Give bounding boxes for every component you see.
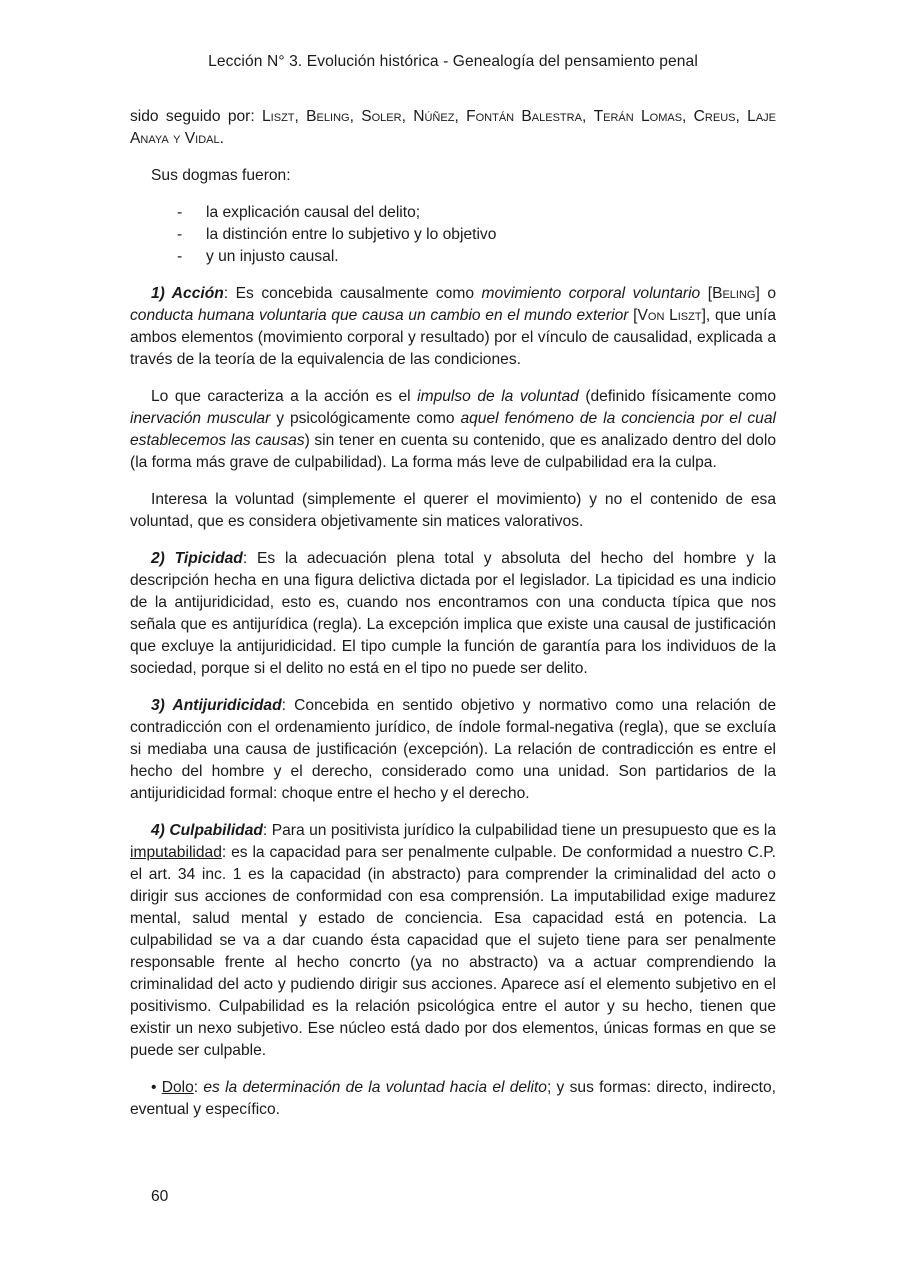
antijuridicidad-paragraph: 3) Antijuridicidad: Concebida en sentido objetivo y normativo como una relación de contradicción con el ordenamiento jurídico, de índole formal-negativa (regla), que se excluía si mediaba una causa de justificación (excepción). La relación de contradicción es entre el hecho del hombre y el derecho, considerado como una unidad. Son partidarios de la antijuridicidad formal: choque entre el hecho y el derecho. — [130, 697, 776, 802]
author-name: Beling — [712, 285, 756, 302]
intro-lead: sido seguido por: — [130, 108, 262, 125]
accion-paragraph: 1) Acción: Es concebida causalmente como movimiento corporal voluntario [Beling] o conducta humana voluntaria que causa un cambio en el mundo exterior [Von Liszt], que unía ambos elementos (movimiento corporal y resultado) por el vínculo de causalidad, explicada a través de la teoría de la equivalencia de las condiciones. — [130, 285, 776, 368]
dash-marker: - — [177, 204, 183, 221]
section-heading: 1) Acción — [151, 285, 224, 302]
impulso-paragraph: Lo que caracteriza a la acción es el impulso de la voluntad (definido físicamente como inervación muscular y psicológicamente como aquel fenómeno de la conciencia por el cual establecemos las causas) sin tener en cuenta su contenido, que es analizado dentro del dolo (la forma más grave de culpabilidad). La forma más leve de culpabilidad era la culpa. — [130, 388, 776, 471]
dogmas-intro: Sus dogmas fueron: — [151, 167, 291, 184]
running-header: Lección N° 3. Evolución histórica - Genealogía del pensamiento penal — [208, 53, 698, 70]
author-name: Laje Anaya — [130, 108, 776, 147]
section-heading: 3) Antijuridicidad — [151, 697, 282, 714]
dash-marker: - — [177, 248, 183, 265]
list-item: - y un injusto causal. — [130, 246, 776, 268]
underlined-term: Dolo — [161, 1079, 194, 1096]
page-number: 60 — [151, 1188, 169, 1205]
author-name: Fontán Balestra — [466, 108, 582, 125]
author-name: Von Liszt — [637, 307, 702, 324]
dogmas-list — [130, 202, 776, 268]
list-item: - la explicación causal del delito; — [130, 202, 776, 224]
page-body — [130, 106, 776, 1136]
author-name: Creus — [693, 108, 736, 125]
section-heading: 2) Tipicidad — [151, 550, 243, 567]
author-name: Beling — [306, 108, 350, 125]
dash-marker: - — [177, 226, 183, 243]
voluntad-paragraph: Interesa la voluntad (simplemente el querer el movimiento) y no el contenido de esa voluntad, que es considera objetivamente sin matices valorativos. — [130, 491, 776, 530]
underlined-term: imputabilidad — [130, 844, 222, 861]
list-item: - la distinción entre lo subjetivo y lo objetivo — [130, 224, 776, 246]
author-name: Terán Lomas — [593, 108, 683, 125]
author-name: Soler — [361, 108, 402, 125]
culpabilidad-paragraph: 4) Culpabilidad: Para un positivista jurídico la culpabilidad tiene un presupuesto que es la imputabilidad: es la capacidad para ser penalmente culpable. De conformidad a nuestro C.P. el art. 34 inc. 1 es la capacidad (in abstracto) para comprender la criminalidad del acto o dirigir sus acciones de conformidad con esa comprensión. La imputabilidad exige madurez mental, salud mental y estado de conciencia. Esa capacidad está en potencia. La culpabilidad se va a dar cuando ésta capacidad que el sujeto tiene para ser penalmente responsable frente al hecho concrto (ya no abstracto) va a actuar comprendiendo la criminalidad del acto y pudiendo dirigir sus acciones. Aparece así el elemento subjetivo en el positivismo. Culpabilidad es la relación psicológica entre el autor y su hecho, tienen que existir un nexo subjetivo. Ese núcleo está dado por dos elementos, únicas formas en que se puede ser culpable. — [130, 822, 776, 1059]
bullet-icon: • — [151, 1079, 157, 1096]
intro-paragraph: sido seguido por: Liszt, Beling, Soler, Núñez, Fontán Balestra, Terán Lomas, Creus, Laje Anaya y Vidal. — [130, 108, 776, 147]
dolo-paragraph: • Dolo: es la determinación de la voluntad hacia el delito; y sus formas: directo, indirecto, eventual y específico. — [130, 1079, 776, 1118]
section-heading: 4) Culpabilidad — [151, 822, 263, 839]
author-name: Liszt — [262, 108, 295, 125]
tipicidad-paragraph: 2) Tipicidad: Es la adecuación plena total y absoluta del hecho del hombre y la descripción hecha en una figura delictiva dictada por el legislador. La tipicidad es una indicio de la antijuridicidad, esto es, cuando nos encontramos con una conducta típica que nos señala que es antijurídica (regla). La excepción implica que existe una causal de justificación que excluye la antijuridicidad. El tipo cumple la función de garantía para los individuos de la sociedad, porque si el delito no está en el tipo no puede ser delito. — [130, 550, 776, 677]
author-name: Núñez — [413, 108, 455, 125]
author-name: Vidal — [184, 130, 220, 147]
